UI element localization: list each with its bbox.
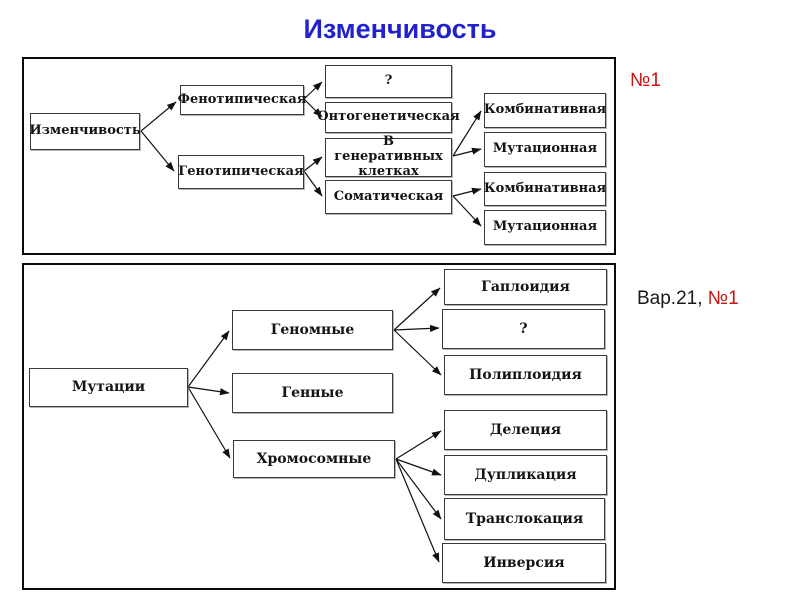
- node-genic: [232, 373, 393, 413]
- node-polyploidy: [444, 355, 607, 395]
- node-haploidy-label: Гаплоидия: [481, 278, 570, 295]
- variability-diagram-panel: [22, 57, 616, 255]
- node-unknown-question: [325, 65, 452, 98]
- node-generative-cells-label: В генеративных клетках: [334, 134, 443, 179]
- node-mutational-1-label: Мутационная: [492, 141, 598, 157]
- node-variability: [30, 113, 140, 150]
- node-haploidy: [444, 269, 607, 305]
- node-ontogenetic-label: Онтогенетическая: [317, 109, 460, 125]
- panel1-number-text: №1: [630, 70, 661, 91]
- page-title: Изменчивость: [303, 14, 497, 44]
- node-combinative-2: [484, 172, 606, 206]
- node-somatic: [325, 180, 452, 214]
- node-deletion-label: Делеция: [489, 421, 562, 438]
- node-duplication: [444, 455, 607, 495]
- node-mutations-label: Мутации: [71, 379, 146, 396]
- node-unknown-question-label: ?: [519, 320, 528, 337]
- node-ontogenetic: [317, 102, 460, 133]
- node-chromosomal: [233, 440, 395, 478]
- node-duplication-label: Дупликация: [474, 466, 577, 483]
- node-mutational-1: [484, 132, 606, 167]
- node-chromosomal-label: Хромосомные: [256, 450, 372, 467]
- panel1-number-label: [630, 70, 661, 92]
- node-combinative-1: [484, 93, 606, 128]
- node-inversion: [442, 543, 606, 583]
- node-somatic-label: Соматическая: [333, 188, 444, 204]
- node-generative-cells: [325, 134, 452, 179]
- node-translocation: [444, 498, 605, 540]
- node-phenotypic: [177, 85, 307, 115]
- node-mutational-2: [484, 210, 606, 245]
- mutations-diagram-panel: [22, 263, 616, 590]
- node-unknown-question-label: ?: [384, 73, 393, 89]
- node-variability-label: Изменчивость: [29, 123, 141, 139]
- node-deletion: [444, 410, 607, 450]
- node-translocation-label: Транслокация: [465, 510, 584, 527]
- variant-number: №1: [707, 288, 739, 309]
- node-mutations: [29, 368, 188, 407]
- panel2-variant-label: [637, 288, 739, 310]
- node-genomic: [232, 310, 393, 350]
- node-genotypic-label: Генотипическая: [178, 163, 304, 179]
- variant-text: Вар.21,: [637, 288, 703, 309]
- node-unknown-question: [442, 309, 605, 349]
- node-mutational-2-label: Мутационная: [492, 219, 598, 235]
- node-genic-label: Генные: [281, 384, 344, 401]
- node-genotypic: [178, 155, 304, 189]
- node-polyploidy-label: Полиплоидия: [469, 366, 582, 383]
- node-phenotypic-label: Фенотипическая: [177, 91, 307, 107]
- node-inversion-label: Инверсия: [483, 554, 565, 571]
- node-genomic-label: Геномные: [270, 321, 355, 338]
- node-combinative-1-label: Комбинативная: [483, 102, 607, 118]
- node-combinative-2-label: Комбинативная: [483, 180, 607, 196]
